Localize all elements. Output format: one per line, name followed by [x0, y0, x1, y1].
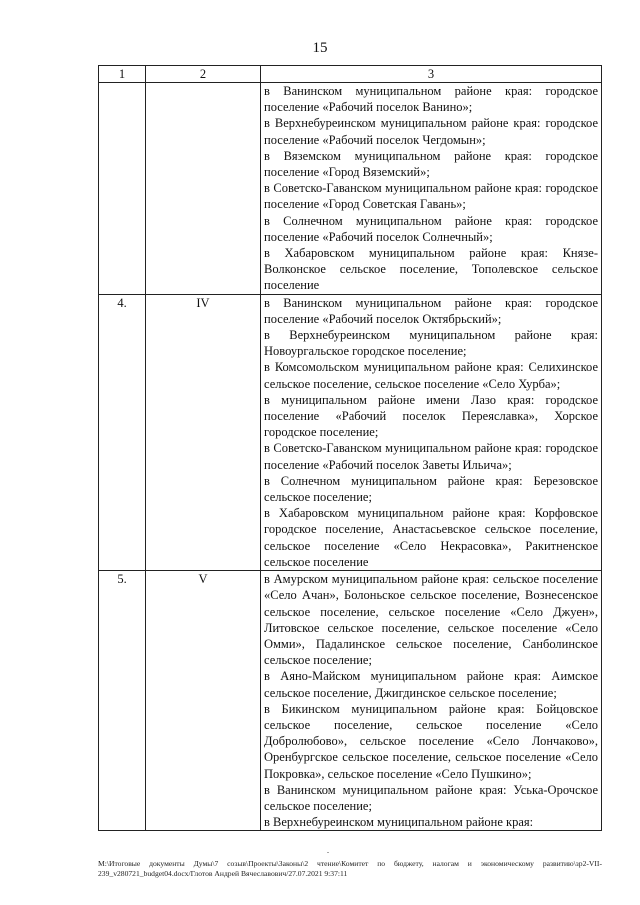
settlement-entry: в Ванинском муниципальном районе края: городское поселение «Рабочий поселок Октябрьский»;: [264, 295, 598, 326]
settlement-entry: в Солнечном муниципальном районе края: Березовское сельское поселение;: [264, 473, 598, 505]
header-col-3: 3: [261, 66, 602, 83]
table-header-row: [99, 66, 602, 83]
settlement-entry: в муниципальном районе имени Лазо края: городское поселение «Рабочий поселок Переяславка», Хорское городское поселение;: [264, 392, 598, 440]
page-number: 15: [312, 40, 328, 56]
settlements-cell: [261, 294, 602, 570]
settlements-cell: [261, 83, 602, 295]
zone-cell: IV: [146, 294, 261, 570]
settlement-entry: в Верхнебуреинском муниципальном районе края:: [264, 815, 534, 830]
settlement-entry: в Хабаровском муниципальном районе края: Корфовское городское поселение, Анастасьевское сельское поселение, сельское поселение «Село Некрасовка», Ракитненское сельское поселение: [264, 506, 598, 569]
table-row: [99, 571, 602, 831]
settlement-entry: в Советско-Гаванском муниципальном районе края: городское поселение «Город Советская Гавань»;: [264, 181, 598, 212]
settlement-entry: в Бикинском муниципальном районе края: Бойцовское сельское поселение, сельское поселение «Село Добролюбово», сельское поселение «Село Лончаково», Оренбургское сельское поселение, сельское поселение «Село Покровка», сельское поселение «Село Пушкино»;: [264, 701, 598, 781]
settlement-entry: в Амурском муниципальном районе края: сельское поселение «Село Ачан», Болоньское сельское поселение, Вознесенское сельское поселение, сельское поселение «Село Джуен», Литовское сельское поселение, сельское поселение «Село Омми», Падалинское сельское поселение, Санболинское сельское поселение;: [264, 572, 598, 668]
settlements-cell: [261, 571, 602, 831]
header-col-2: 2: [146, 66, 261, 83]
settlement-entry: в Верхнебуреинском муниципальном районе края: Новоургальское городское поселение;: [264, 328, 598, 359]
settlement-entry: в Солнечном муниципальном районе края: городское поселение «Рабочий поселок Солнечный»;: [264, 213, 598, 244]
row-number-cell: 5.: [99, 571, 146, 831]
header-col-1: 1: [99, 66, 146, 83]
zone-cell: [146, 83, 261, 295]
settlement-entry: в Ванинском муниципальном районе края: городское поселение «Рабочий поселок Ванино»;: [264, 84, 598, 115]
settlement-entry: в Вяземском муниципальном районе края: городское поселение «Город Вяземский»;: [264, 148, 598, 180]
zones-table: [98, 65, 602, 831]
row-number-cell: [99, 83, 146, 295]
table-row: [99, 83, 602, 295]
settlement-entry: в Хабаровском муниципальном районе края: Князе-Волконское сельское поселение, Тополевское сельское поселение: [264, 246, 598, 293]
file-path-footer: M:\Итоговые документы Думы\7 созыв\Проекты\Законы\2 чтение\Комитет по бюджету, налогам и экономическому развитию\зр2-VII-239_v280721_budget04.docx/Глотов Андрей Вячеславович/27.07.2021 9:37:11: [98, 859, 602, 878]
table-row: [99, 294, 602, 570]
settlement-entry: в Верхнебуреинском муниципальном районе края: городское поселение «Рабочий поселок Чегдомын»;: [264, 116, 598, 147]
settlement-entry: в Комсомольском муниципальном районе края: Селихинское сельское поселение, сельское поселение «Село Хурба»;: [264, 360, 598, 391]
row-number-cell: 4.: [99, 294, 146, 570]
settlement-entry: в Ванинском муниципальном районе края: Уська-Орочское сельское поселение;: [264, 782, 598, 813]
zone-cell: V: [146, 571, 261, 831]
settlement-entry: в Советско-Гаванском муниципальном районе края: городское поселение «Рабочий поселок Заветы Ильича»;: [264, 441, 598, 472]
stray-mark: .: [327, 846, 329, 855]
settlement-entry: в Аяно-Майском муниципальном районе края: Аимское сельское поселение, Джигдинское сельское поселение;: [264, 669, 598, 700]
